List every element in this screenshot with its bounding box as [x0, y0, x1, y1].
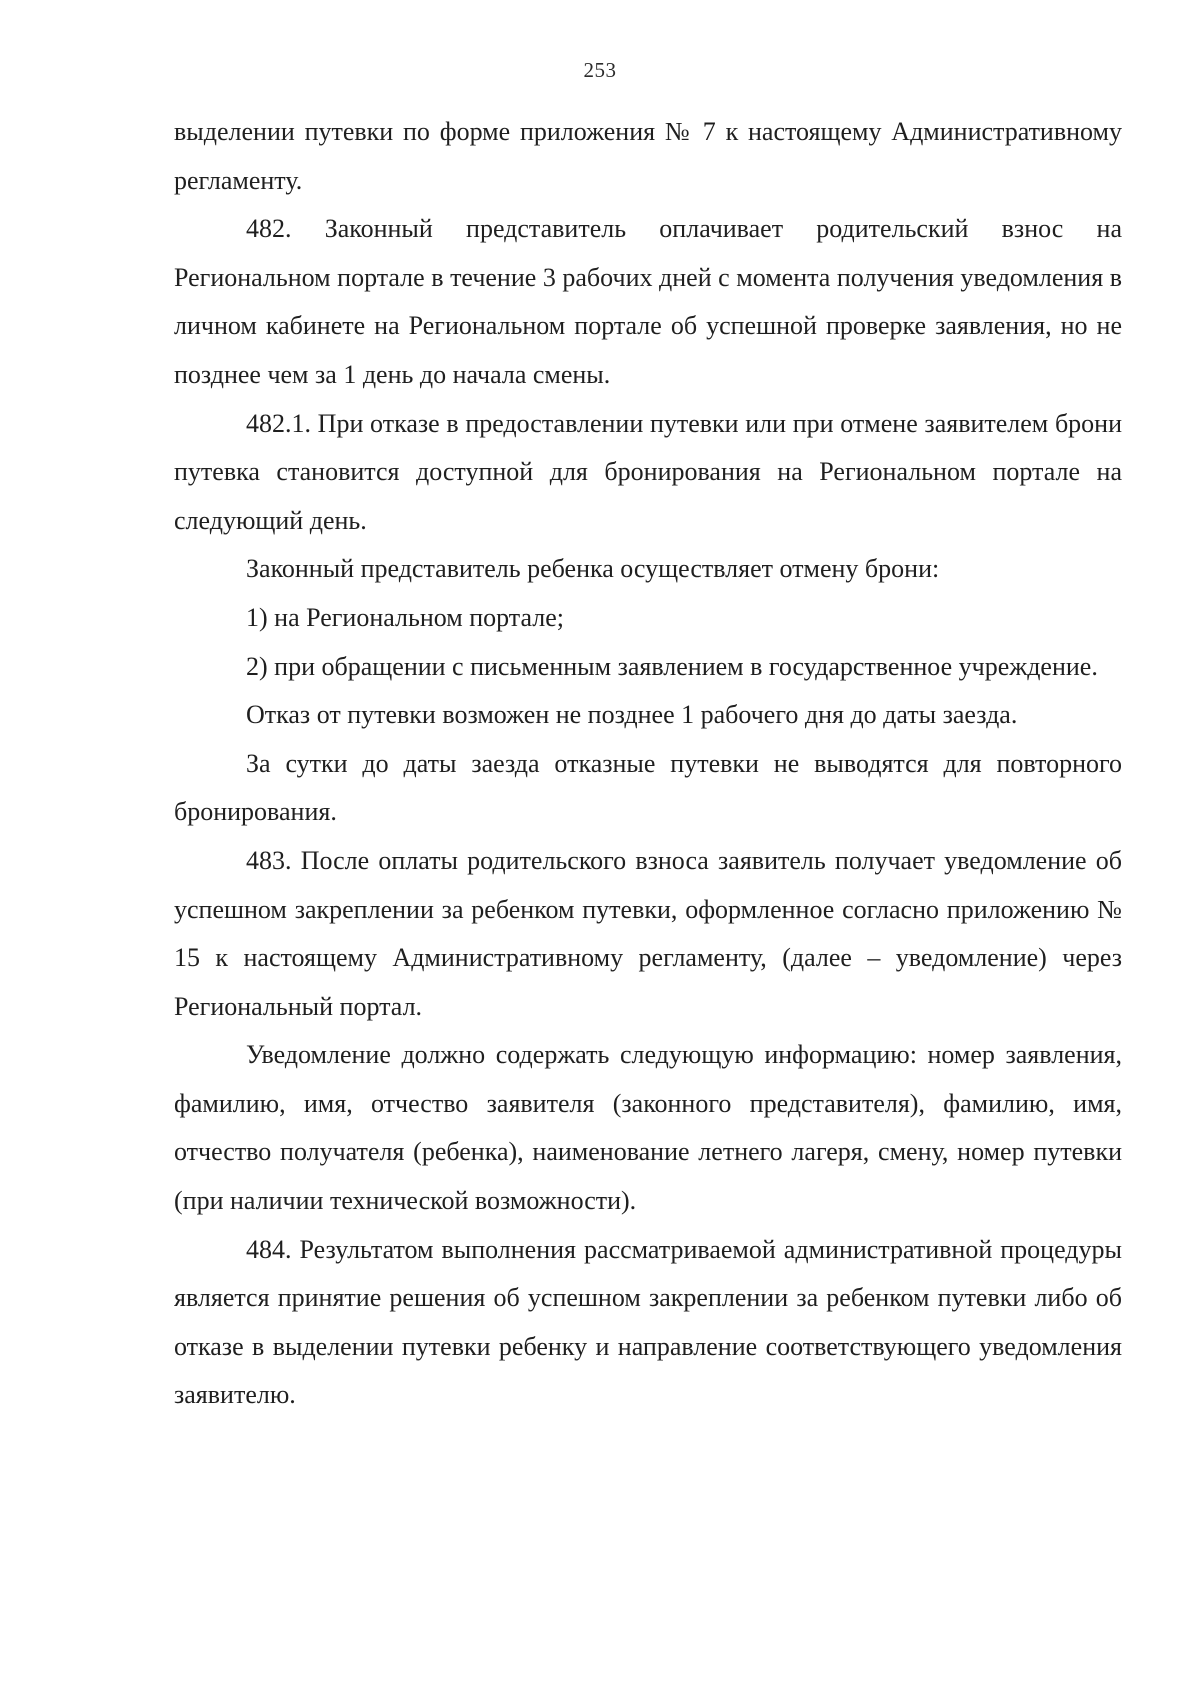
- paragraph-482: 482. Законный представитель оплачивает родительский взнос на Региональном портале в течение 3 рабочих дней с момента получения уведомления в личном кабинете на Региональном портале об успешной проверке заявления, но не позднее чем за 1 день до начала смены.: [174, 214, 1122, 389]
- paragraph-483: 483. После оплаты родительского взноса заявитель получает уведомление об успешном закреплении за ребенком путевки, оформленное согласно приложению № 15 к настоящему Административному регламенту, (далее – уведомление) через Региональный портал.: [174, 845, 1122, 1021]
- list-item-2: 2) при обращении с письменным заявлением в государственное учреждение.: [246, 651, 1098, 681]
- paragraph-cancel-intro: Законный представитель ребенка осуществляет отмену брони:: [246, 554, 940, 584]
- paragraph-refusal-rebooking: За сутки до даты заезда отказные путевки не выводятся для повторного бронирования.: [174, 748, 1122, 827]
- paragraph-continuation: выделении путевки по форме приложения № 7 к настоящему Административному регламенту.: [174, 117, 1122, 195]
- document-body: [174, 108, 1122, 1420]
- paragraph-notification-content: Уведомление должно содержать следующую информацию: номер заявления, фамилию, имя, отчество заявителя (законного представителя), фамилию, имя, отчество получателя (ребенка), наименование летнего лагеря, смену, номер путевки (при наличии технической возможности).: [174, 1040, 1122, 1216]
- paragraph-482-1: 482.1. При отказе в предоставлении путевки или при отмене заявителем брони путевка становится доступной для бронирования на Региональном портале на следующий день.: [174, 408, 1122, 535]
- paragraph-refusal-deadline: Отказ от путевки возможен не позднее 1 рабочего дня до даты заезда.: [246, 700, 1018, 730]
- list-item-1: 1) на Региональном портале;: [246, 602, 564, 632]
- page-number: 253: [583, 58, 617, 82]
- paragraph-484: 484. Результатом выполнения рассматриваемой административной процедуры является принятие решения об успешном закреплении за ребенком путевки либо об отказе в выделении путевки ребенку и направление соответствующего уведомления заявителю.: [174, 1234, 1122, 1410]
